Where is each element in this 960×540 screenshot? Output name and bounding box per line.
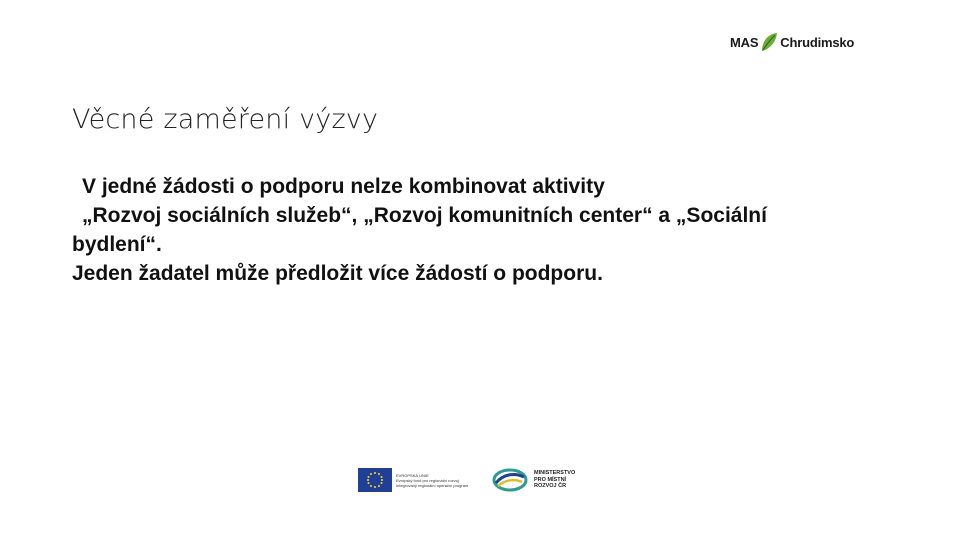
eu-program-text (396, 473, 482, 488)
body-line-1: V jedné žádosti o podporu nelze kombinovat aktivity (82, 175, 605, 198)
logo-mas-text: MAS (730, 34, 759, 50)
ministry-line-3: ROZVOJ ČR (534, 483, 567, 490)
eu-line-3: Integrovaný regionální operační program (396, 482, 469, 488)
body-line-2: „Rozvoj sociálních služeb“, „Rozvoj komunitních center“ a „Sociální (82, 204, 767, 227)
mas-chrudimsko-logo (730, 30, 854, 54)
footer-logos (358, 465, 588, 495)
slide-body (72, 172, 892, 288)
eu-line-2: Evropský fond pro regionální rozvoj (396, 477, 459, 483)
ministry-text (534, 470, 575, 490)
mmr-swoosh-icon (492, 467, 528, 493)
eu-line-1: EVROPSKÁ UNIE (396, 472, 429, 478)
leaf-icon (759, 31, 779, 53)
body-line-3: bydlení“. (72, 233, 162, 256)
slide-title: Věcné zaměření výzvy (72, 104, 379, 135)
logo-chrudimsko-text: Chrudimsko (780, 34, 855, 50)
ministry-line-2: PRO MÍSTNÍ (534, 476, 567, 483)
eu-flag-icon (358, 468, 392, 492)
ministry-line-1: MINISTERSTVO (534, 470, 576, 477)
body-line-4: Jeden žadatel může předložit více žádostí o podporu. (72, 262, 603, 285)
